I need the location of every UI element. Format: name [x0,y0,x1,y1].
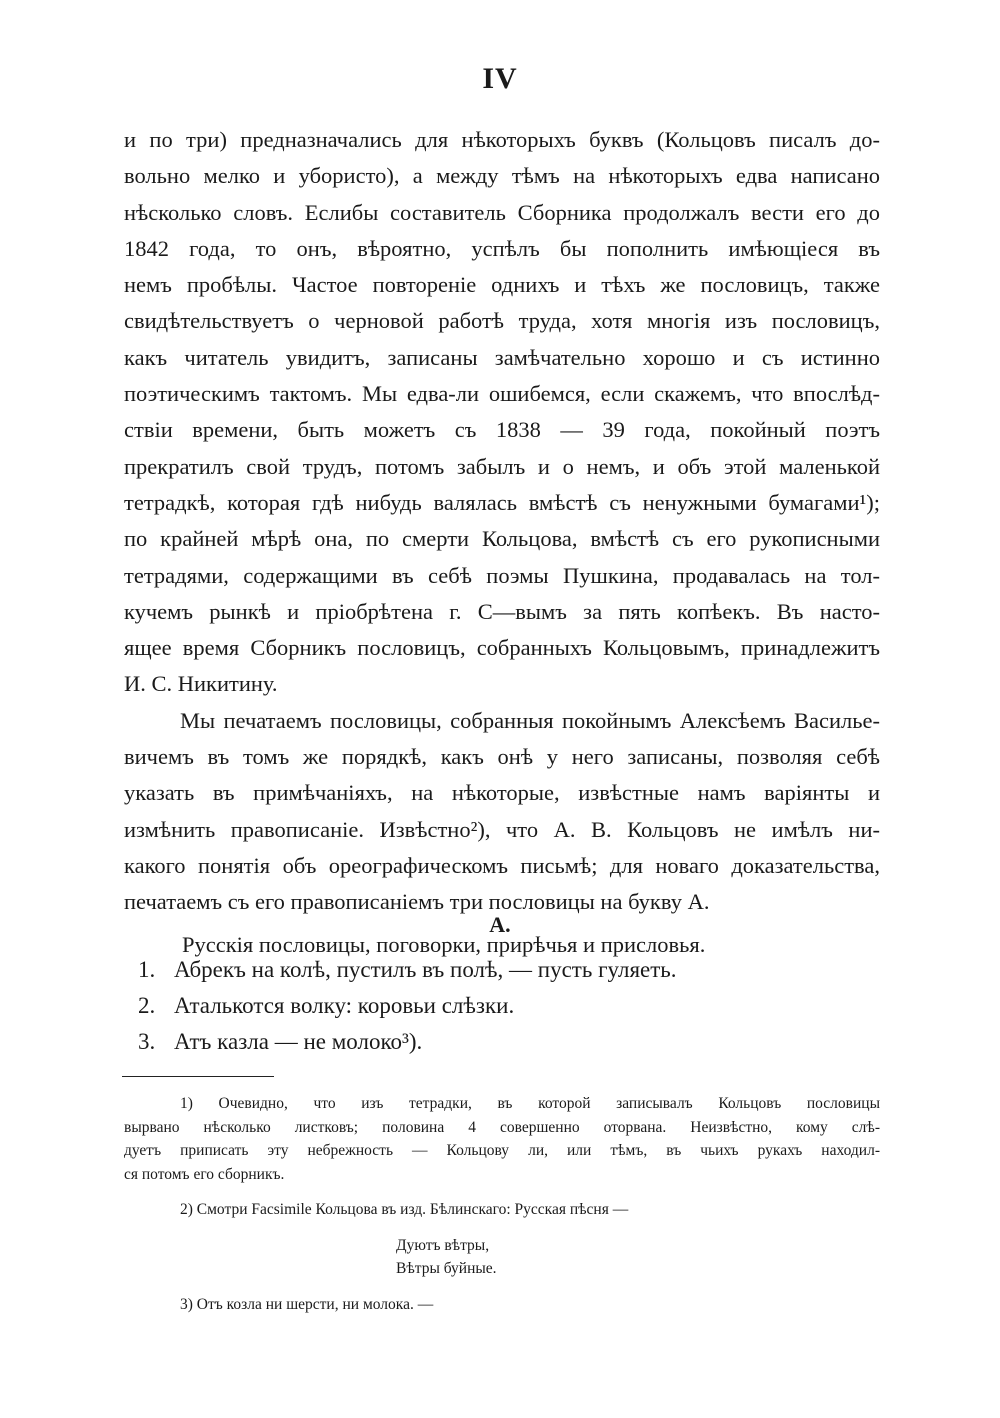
text-line: ствіи времени, быть можетъ съ 1838 — 39 года, покойный поэтъ [124,417,880,443]
verse-line: Дуютъ вѣтры, [396,1236,490,1254]
footnote-spacer [124,1281,880,1293]
text-line: какъ читатель увидитъ, записаны замѣчательно хорошо и съ истинно [124,344,880,370]
text-line: вичемъ въ томъ же порядкѣ, какъ онѣ у него записаны, позволяя себѣ [124,744,880,770]
footnotes [124,1092,880,1316]
text-line: по крайней мѣрѣ она, по смерти Кольцова, вмѣстѣ съ его рукописными [124,526,880,552]
footnote-spacer [124,1222,880,1234]
proverb-number: 2. [138,993,156,1018]
main-text [124,122,880,963]
text-line: измѣнить правописаніе. Извѣстно²), что А. В. Кольцовъ не имѣлъ ни- [124,816,880,842]
text-line: печатаемъ съ его правописаніемъ три пословицы на букву А. [124,889,710,915]
text-line: прекратилъ свой трудъ, потомъ забылъ и о немъ, и объ этой маленькой [124,453,880,479]
footnote-line: вырвано нѣсколько листковъ; половина 4 совершенно оторвана. Неизвѣстно, кому слѣ- [124,1118,880,1136]
text-line: тетрадями, содержащими въ себѣ поэмы Пушкина, продавалась на тол- [124,562,880,588]
text-line: Мы печатаемъ пословицы, собранныя покойнымъ Алексѣемъ Василье- [180,707,880,733]
proverb-number: 3. [138,1029,156,1054]
text-line: вольно мелко и убористо), а между тѣмъ на нѣкоторыхъ едва написано [124,163,880,189]
text-line: указать въ примѣчаніяхъ, на нѣкоторые, извѣстные намъ варіянты и [124,780,880,806]
text-line: нѣсколько словъ. Еслибы составитель Сборника продолжалъ вести его до [124,199,880,225]
proverb-item [138,1024,858,1060]
footnote-line: 1) Очевидно, что изъ тетрадки, въ которой записывалъ Кольцовъ пословицы [180,1095,880,1112]
text-line: 1842 года, то онъ, вѣроятно, успѣлъ бы пополнить имѣющіеся въ [124,235,880,261]
text-line: немъ пробѣлы. Частое повтореніе однихъ и тѣхъ же пословицъ, также [124,272,880,298]
footnote-divider [122,1076,274,1077]
proverb-text: Аталькотся волку: коровьи слѣзки. [174,993,515,1018]
text-line: поэтическимъ тактомъ. Мы едва-ли ошибемся, если скажемъ, что впослѣд- [124,381,880,407]
text-line: кучемъ рынкѣ и пріобрѣтена г. С—вымъ за пять копѣекъ. Въ насто- [124,598,880,624]
text-line: свидѣтельствуетъ о черновой работѣ труда, хотя многія изъ пословицъ, [124,308,880,334]
text-line: ящее время Сборникъ пословицъ, собранныхъ Кольцовымъ, принадлежитъ [124,635,880,661]
proverb-item [138,952,858,988]
proverb-number: 1. [138,957,156,982]
verse-line: Вѣтры буйные. [396,1260,497,1277]
text-line: И. С. Никитину. [124,671,278,697]
proverb-text: Атъ казла — не молоко³). [174,1029,423,1054]
letter-heading: А. [489,912,511,937]
text-line: и по три) предназначались для нѣкоторыхъ буквъ (Кольцовъ писалъ до- [124,127,880,152]
proverb-text: Абрекъ на колѣ, пустилъ въ полѣ, — пусть гуляеть. [174,957,677,982]
footnote-line: ся потомъ его сборникъ. [124,1165,285,1183]
footnote-line: дуетъ приписать эту небрежность — Кольцову ли, или тѣмъ, въ чьихъ рукахъ находил- [124,1142,880,1159]
footnote-line: 3) Отъ козла ни шерсти, ни молока. — [180,1295,434,1313]
collection-title: Русскія пословицы, поговорки, прирѣчья и присловья. [182,931,706,957]
proverb-item [138,988,858,1024]
footnote-spacer [124,1186,880,1198]
text-line: тетрадкѣ, которая гдѣ нибудь валялась вмѣстѣ съ ненужными бумагами¹); [124,489,880,515]
proverb-list [138,952,858,1060]
page-number: IV [482,62,518,95]
text-line: какого понятія объ ореографическомъ письмѣ; для новаго доказательства, [124,852,880,878]
footnote-line: 2) Смотри Facsimile Кольцова въ изд. Бѣлинскаго: Русская пѣсня — [180,1201,629,1218]
